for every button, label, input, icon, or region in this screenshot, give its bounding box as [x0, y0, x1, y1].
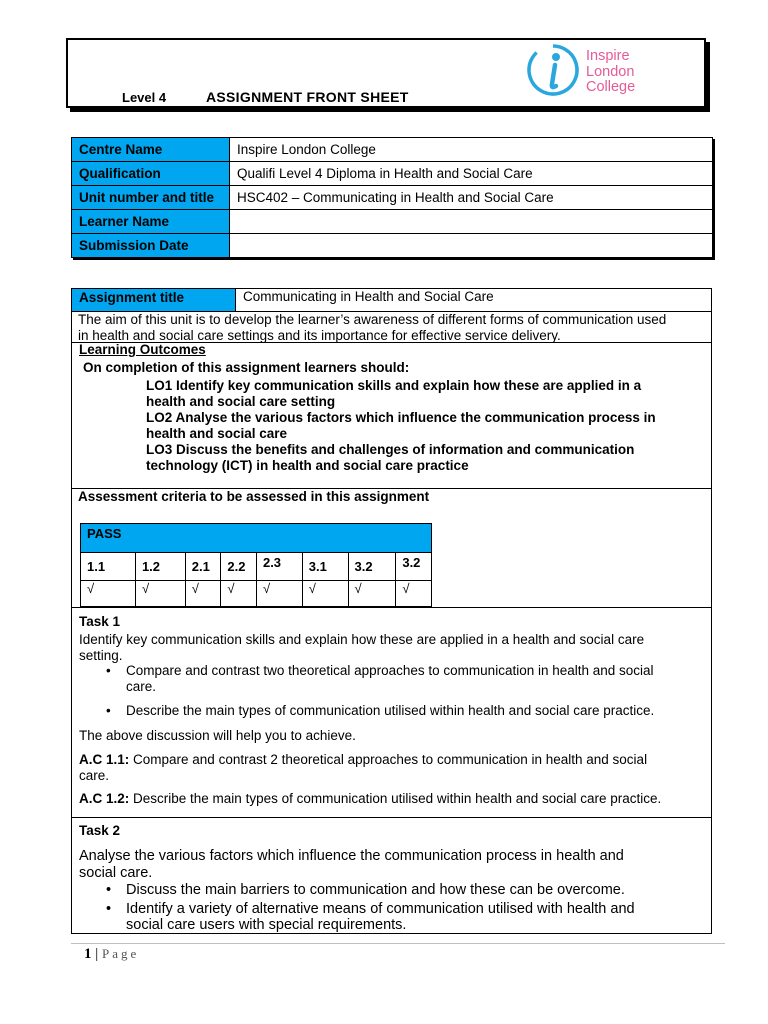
task1-intro-line-1: Identify key communication skills and explain how these are applied in a health and social care	[79, 632, 645, 647]
info-row-submission	[72, 234, 713, 258]
page-word: Page	[102, 946, 140, 961]
criterion-tick: √	[135, 581, 185, 607]
info-row-unit	[72, 186, 713, 210]
qualification-label: Qualification	[72, 162, 230, 186]
sheet-title: ASSIGNMENT FRONT SHEET	[206, 89, 409, 105]
ac2-label: A.C 1.2:	[79, 791, 130, 806]
criterion-number: 1.2	[135, 553, 185, 581]
page-separator: |	[95, 946, 99, 962]
task1-bullets	[0, 663, 709, 719]
divider	[71, 607, 712, 608]
divider	[71, 817, 712, 818]
lo-line-6: technology (ICT) in health and social care practice	[146, 458, 469, 473]
lo-line-1: LO1 Identify key communication skills and explain how these are applied in a	[146, 378, 642, 393]
submission-date-field[interactable]	[230, 234, 713, 258]
task1-intro-line-2: setting.	[79, 647, 123, 663]
centre-name-label: Centre Name	[72, 138, 230, 162]
learning-outcomes-intro: On completion of this assignment learners should:	[83, 360, 410, 375]
criterion-number: 2.2	[221, 553, 257, 581]
level-label: Level 4	[122, 90, 167, 105]
assignment-title-label: Assignment title	[79, 290, 185, 305]
criterion-number: 3.1	[302, 553, 348, 581]
task2-bullets	[0, 882, 709, 934]
task2-bullet-2-line-1: • Identify a variety of alternative means of communication utilised with health and	[126, 900, 635, 917]
page-footer	[84, 946, 139, 963]
qualification-value: Qualifi Level 4 Diploma in Health and Social Care	[230, 162, 713, 186]
task1-ac2	[79, 791, 709, 807]
footer-divider	[71, 943, 725, 944]
logo-text	[586, 49, 635, 96]
info-row-qualification	[72, 162, 713, 186]
info-row-centre	[72, 138, 713, 162]
learner-name-label: Learner Name	[72, 210, 230, 234]
task1-bullet-1-line-2: care.	[126, 678, 157, 694]
criterion-tick: √	[81, 581, 136, 607]
lo-line-2: health and social care setting	[146, 394, 336, 409]
task2-bullet-2	[79, 901, 709, 934]
assessment-criteria-heading: Assessment criteria to be assessed in this assignment	[78, 489, 430, 504]
criterion-tick: √	[221, 581, 257, 607]
criterion-tick: √	[396, 581, 432, 607]
learning-outcomes-list	[146, 378, 656, 474]
unit-value: HSC402 – Communicating in Health and Social Care	[230, 186, 713, 210]
criterion-tick: √	[185, 581, 221, 607]
learner-name-field[interactable]	[230, 210, 713, 234]
criterion-tick: √	[348, 581, 396, 607]
aim-text	[78, 312, 666, 343]
task1-bullet-1-line-1: • Compare and contrast two theoretical approaches to communication in health and social	[126, 663, 654, 678]
task1-bullet-1	[79, 663, 709, 694]
task2-body	[79, 848, 709, 934]
lo-line-5: LO3 Discuss the benefits and challenges of information and communication	[146, 442, 635, 457]
criterion-number: 3.2	[348, 553, 396, 581]
task2-intro-line-1: Analyse the various factors which influence the communication process in health and	[79, 848, 624, 864]
ac1-label: A.C 1.1:	[79, 752, 130, 767]
ac1-text-continued: care.	[79, 767, 110, 783]
ac1-text: Compare and contrast 2 theoretical approaches to communication in health and social	[129, 752, 648, 767]
page-number: 1	[84, 946, 92, 962]
aim-line-1: The aim of this unit is to develop the learner’s awareness of different forms of communication used	[78, 312, 667, 327]
unit-label: Unit number and title	[72, 186, 230, 210]
submission-date-label: Submission Date	[72, 234, 230, 258]
task2-bullet-1: • Discuss the main barriers to communication and how these can be overcome.	[79, 882, 709, 899]
centre-name-value: Inspire London College	[230, 138, 713, 162]
pass-label: PASS	[81, 524, 432, 553]
criterion-number: 2.3	[256, 553, 302, 581]
task2-heading: Task 2	[79, 823, 121, 838]
assignment-title-value: Communicating in Health and Social Care	[243, 289, 494, 304]
lo-line-3: LO2 Analyse the various factors which influence the communication process in	[146, 410, 656, 425]
lo-line-4: health and social care	[146, 426, 288, 441]
task2-bullet-2-line-2: social care users with special requirements.	[126, 917, 407, 933]
aim-line-2: in health and social care settings and its importance for effective service delivery.	[78, 327, 561, 343]
logo-line-2: London	[586, 63, 635, 80]
info-row-learner	[72, 210, 713, 234]
task1-bullet-2: • Describe the main types of communication utilised within health and social care practice.	[79, 703, 709, 719]
task2-intro-line-2: social care.	[79, 864, 153, 881]
criterion-number: 2.1	[185, 553, 221, 581]
criterion-tick: √	[256, 581, 302, 607]
criterion-number: 3.2	[396, 553, 432, 581]
task1-note: The above discussion will help you to achieve.	[79, 727, 356, 743]
learning-outcomes-heading: Learning Outcomes	[79, 342, 206, 357]
task1-ac1	[79, 752, 709, 768]
logo-line-1: Inspire	[586, 48, 630, 64]
ac2-text: Describe the main types of communication utilised within health and social care practice.	[129, 791, 662, 806]
task1-heading: Task 1	[79, 614, 121, 629]
task1-body	[79, 632, 709, 807]
criterion-tick: √	[302, 581, 348, 607]
assignment-title-label-cell	[72, 289, 236, 311]
logo-line-3: College	[586, 79, 636, 95]
criterion-number: 1.1	[81, 553, 136, 581]
info-table	[71, 137, 713, 258]
pass-criteria-table	[80, 523, 432, 607]
